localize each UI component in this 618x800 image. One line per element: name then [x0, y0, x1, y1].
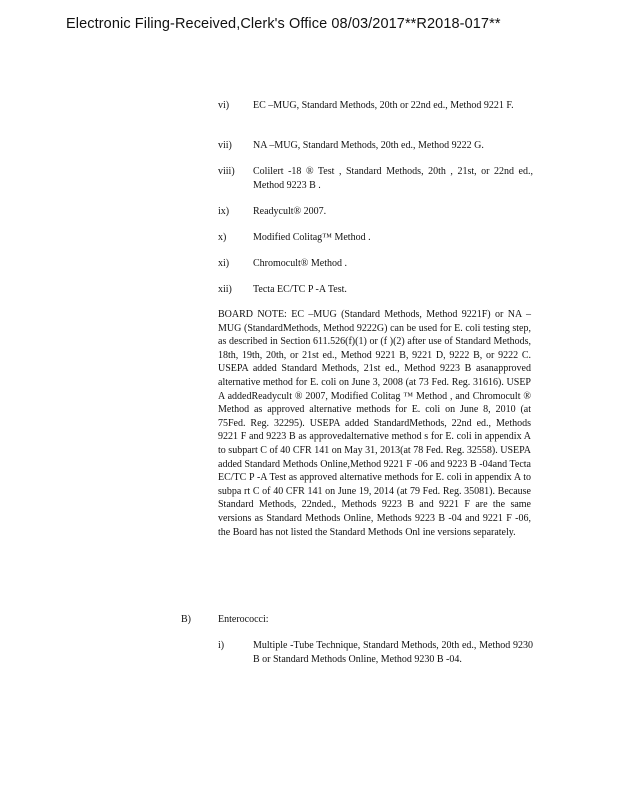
item-text: Colilert -18 ® Test , Standard Methods, 20th , 21st, or 22nd ed., Method 9223 B .	[253, 166, 533, 191]
section-title: Enterococci:	[218, 614, 269, 625]
item-text: EC –MUG, Standard Methods, 20th or 22nd ed., Method 9221 F.	[253, 100, 514, 111]
board-note: BOARD NOTE: EC –MUG (Standard Methods, Method 9221F) or NA –MUG (StandardMethods, Method 9222G) can be used for E. coli testing step, as described in Section 611.526(f)(1) or (f )(2) after use of Standard Methods, 18th, 19th, 20th, or 21st ed., Method 9221 B, 9221 D, 9222 B, or 9222 C. USEPA added Standard Methods, 21st ed., Method 9223 B asanapproved alternative method for E. coli on June 3, 2008 (at 73 Fed. Reg. 31616). USEP A addedReadycult ® 2007, Modified Colitag ™ Method , and Chromocult ® Method as approved alternative methods for E. coli on June 8, 2010 (at 75Fed. Reg. 32295). USEPA added StandardMethods, 22nd ed., Methods 9221 F and 9223 B as approvedalternative method s for E. coli in appendix A to subpart C of 40 CFR 141 on May 31, 2013(at 78 Fed. Reg. 32558). USEPA added Standard Methods Online,Method 9221 F -06 and 9223 B -04and Tecta EC/TC P -A Test as approved alternative methods for E. coli in appendix A to subpa rt C of 40 CFR 141 on June 19, 2014 (at 79 Fed. Reg. 35081). Because Standard Methods, 22nded., Methods 9223 B and 9221 F are the same versions as Standard Methods Online, Methods 9223 B -04 and 9221 F -06, the Board has not listed the Standard Methods Onl ine versions separately.	[218, 309, 531, 538]
item-text: Chromocult® Method .	[253, 258, 347, 269]
item-text: Modified Colitag™ Method .	[253, 232, 371, 243]
item-text: NA –MUG, Standard Methods, 20th ed., Method 9222 G.	[253, 140, 484, 151]
item-number: x)	[218, 232, 227, 243]
item-text: Readycult® 2007.	[253, 206, 327, 217]
item-number: vii)	[218, 140, 232, 151]
item-number: xii)	[218, 284, 232, 295]
item-number: viii)	[218, 166, 235, 177]
section-number: B)	[181, 614, 191, 625]
item-number: xi)	[218, 258, 230, 269]
item-number: i)	[218, 640, 225, 651]
item-text: Tecta EC/TC P -A Test.	[253, 284, 347, 295]
item-number: ix)	[218, 206, 230, 217]
item-number: vi)	[218, 100, 230, 111]
filing-header: Electronic Filing-Received,Clerk's Office 08/03/2017**R2018-017**	[66, 16, 501, 32]
item-text: Multiple -Tube Technique, Standard Methods, 20th ed., Method 9230 B or Standard Methods Online, Method 9230 B -04.	[253, 640, 533, 665]
